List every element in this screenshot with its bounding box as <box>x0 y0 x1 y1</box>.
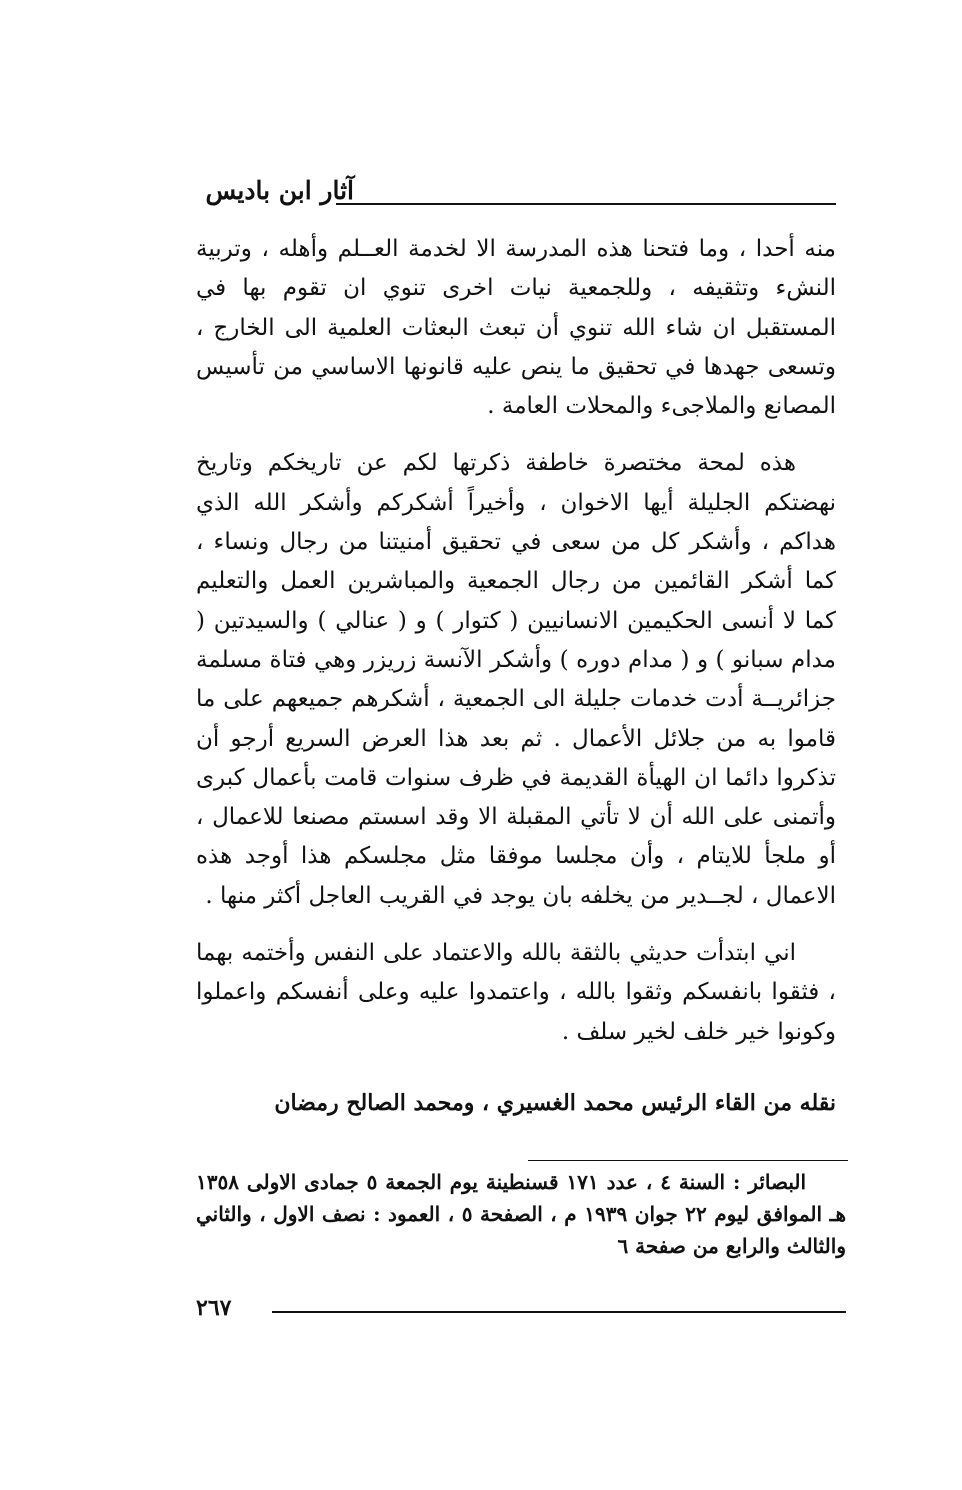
header-rule <box>336 203 836 205</box>
footer-rule <box>272 1311 846 1313</box>
page-number: ٢٦٧ <box>196 1295 232 1321</box>
paragraph-1: منه أحدا ، وما فتحنا هذه المدرسة الا لخدمة العــلم وأهله ، وتربية النشء وتثقيفه ، وللجمعية نيات اخرى تنوي ان تقوم بها في المستقبل ان شاء الله تنوي أن تبعث البعثات العلمية الى الخارج ، وتسعى جهدها في تحقيق ما ينص عليه قانونها الاساسي من تأسيس المصانع والملاجىء والمحلات العامة . <box>196 236 836 420</box>
body-text <box>196 230 836 1052</box>
attribution-line: نقله من القاء الرئيس محمد الغسيري ، ومحمد الصالح رمضان <box>274 1090 836 1116</box>
footnote-rule <box>528 1160 848 1161</box>
source-footnote: البصائر : السنة ٤ ، عدد ١٧١ قسنطينة يوم الجمعة ٥ جمادى الاولى ١٣٥٨ هـ الموافق ليوم ٢٢ جوان ١٩٣٩ م ، الصفحة ٥ ، العمود : نصف الاول ، والثاني والثالث والرابع من صفحة ٦ <box>196 1170 846 1258</box>
running-title: آثار ابن باديس <box>205 176 354 205</box>
page-footer <box>196 1295 846 1325</box>
running-header <box>196 176 836 216</box>
paragraph-3: اني ابتدأت حديثي بالثقة بالله والاعتماد على النفس وأختمه بهما ، فثقوا بانفسكم وثقوا بالله ، واعتمدوا عليه وعلى أنفسكم واعملوا وكونوا خير خلف لخير سلف . <box>196 940 836 1045</box>
paragraph-2: هذه لمحة مختصرة خاطفة ذكرتها لكم عن تاريخكم وتاريخ نهضتكم الجليلة أيها الاخوان ، وأخيراً أشكركم وأشكر الله الذي هداكم ، وأشكر كل من سعى في تحقيق أمنيتنا من رجال ونساء ، كما أشكر القائمين من رجال الجمعية والمباشرين العمل والتعليم كما لا أنسى الحكيمين الانسانيين ( كتوار ) و ( عنالي ) والسيدتين ( مدام سبانو ) و ( مدام دوره ) وأشكر الآنسة زريزر وهي فتاة مسلمة جزائريــة أدت خدمات جليلة الى الجمعية ، أشكرهم جميعهم على ما قاموا به من جلائل الأعمال . ثم بعد هذا العرض السريع أرجو أن تذكروا دائما ان الهيأة القديمة في ظرف سنوات قامت بأعمال كبرى وأتمنى على الله أن لا تأتي المقبلة الا وقد اسستم مصنعا للاعمال ، أو ملجأ للايتام ، وأن مجلسا موفقا مثل مجلسكم هذا أوجد هذه الاعمال ، لجــدير من يخلفه بان يوجد في القريب العاجل أكثر منها . <box>196 450 836 909</box>
